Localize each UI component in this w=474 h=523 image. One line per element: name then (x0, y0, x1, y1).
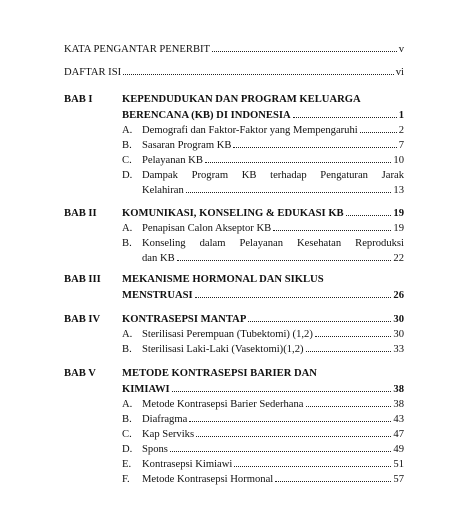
dot-leader (189, 421, 391, 422)
toc-entry-section[interactable] (122, 223, 404, 234)
toc-entry-section[interactable] (122, 329, 404, 340)
section-title: Penapisan Calon Akseptor KB (142, 223, 272, 234)
section-title: Konseling dalam Pelayanan Kesehatan Reproduksi (142, 238, 404, 249)
toc-entry-chapter-1[interactable] (122, 110, 404, 121)
dot-leader (273, 230, 391, 231)
toc-entry-section[interactable] (122, 444, 404, 455)
section-letter: A. (122, 125, 133, 136)
chapter-title: METODE KONTRASEPSI BARIER DAN (122, 368, 317, 379)
toc-page-number: 30 (393, 314, 404, 325)
toc-entry-section[interactable] (142, 185, 404, 196)
toc-entry-chapter-3[interactable] (122, 290, 404, 301)
chapter-title: KEPENDUDUKAN DAN PROGRAM KELUARGA (122, 94, 361, 105)
toc-entry-section[interactable] (122, 414, 404, 425)
chapter-number: BAB II (64, 208, 97, 219)
toc-page-number: 38 (393, 399, 404, 410)
section-letter: D. (122, 170, 133, 181)
dot-leader (196, 436, 391, 437)
section-letter: C. (122, 155, 132, 166)
toc-entry-section[interactable] (122, 474, 404, 485)
toc-entry-chapter-5[interactable] (122, 384, 404, 395)
toc-page-number: 26 (393, 290, 404, 301)
dot-leader (248, 321, 391, 322)
toc-page-number: v (398, 44, 404, 55)
toc-label: DAFTAR ISI (64, 67, 122, 78)
chapter-title: MENSTRUASI (122, 290, 193, 301)
toc-page-number: 19 (393, 223, 404, 234)
toc-page-number: 38 (393, 384, 404, 395)
dot-leader (177, 260, 392, 261)
toc-entry-section[interactable] (122, 125, 404, 136)
toc-entry-chapter-4[interactable] (122, 314, 404, 325)
section-letter: A. (122, 329, 133, 340)
toc-page-number: 19 (393, 208, 404, 219)
dot-leader (205, 162, 392, 163)
section-title: Kontrasepsi Kimiawi (142, 459, 233, 470)
dot-leader (170, 451, 392, 452)
toc-page-number: 13 (393, 185, 404, 196)
chapter-title: KIMIAWI (122, 384, 170, 395)
section-title: Demografi dan Faktor-Faktor yang Mempengaruhi (142, 125, 358, 136)
chapter-title: BERENCANA (KB) DI INDONESIA (122, 110, 291, 121)
chapter-title: KONTRASEPSI MANTAP (122, 314, 247, 325)
toc-page-number: 57 (393, 474, 404, 485)
toc-page-number: 1 (398, 110, 404, 121)
dot-leader (275, 481, 391, 482)
section-title: Sterilisasi Perempuan (Tubektomi) (1,2) (142, 329, 313, 340)
chapter-number: BAB I (64, 94, 93, 105)
section-letter: A. (122, 399, 133, 410)
dot-leader (186, 192, 392, 193)
dot-leader (315, 336, 392, 337)
section-title: Diafragma (142, 414, 188, 425)
section-letter: C. (122, 429, 132, 440)
toc-page-number: 30 (393, 329, 404, 340)
dot-leader (123, 74, 394, 75)
dot-leader (212, 51, 397, 52)
dot-leader (346, 215, 392, 216)
section-title: Kap Serviks (142, 429, 195, 440)
toc-page-number: 49 (393, 444, 404, 455)
section-title-continued: dan KB (142, 253, 175, 264)
section-title: Sterilisasi Laki-Laki (Vasektomi)(1,2) (142, 344, 304, 355)
chapter-title: MEKANISME HORMONAL DAN SIKLUS (122, 274, 324, 285)
section-title: Spons (142, 444, 168, 455)
dot-leader (306, 351, 392, 352)
section-title: Pelayanan KB (142, 155, 203, 166)
section-title: Dampak Program KB terhadap Pengaturan Jarak (142, 170, 404, 181)
toc-entry-section[interactable] (122, 155, 404, 166)
toc-page-number: 10 (393, 155, 404, 166)
section-letter: E. (122, 459, 132, 470)
chapter-title: KOMUNIKASI, KONSELING & EDUKASI KB (122, 208, 344, 219)
toc-entry-section[interactable] (122, 344, 404, 355)
section-title: Metode Kontrasepsi Hormonal (142, 474, 274, 485)
section-letter: D. (122, 444, 133, 455)
toc-page-number: 43 (393, 414, 404, 425)
section-title: Sasaran Program KB (142, 140, 232, 151)
toc-entry-section[interactable] (122, 140, 404, 151)
dot-leader (172, 391, 392, 392)
dot-leader (233, 147, 396, 148)
section-letter: B. (122, 238, 132, 249)
toc-entry-kata-pengantar[interactable] (64, 44, 404, 55)
dot-leader (195, 297, 392, 298)
section-title-continued: Kelahiran (142, 185, 184, 196)
toc-page-number: 33 (393, 344, 404, 355)
section-title: Metode Kontrasepsi Barier Sederhana (142, 399, 304, 410)
toc-page-number: 47 (393, 429, 404, 440)
toc-page-number: 22 (393, 253, 404, 264)
chapter-number: BAB IV (64, 314, 101, 325)
toc-page-number: vi (395, 67, 404, 78)
toc-entry-chapter-2[interactable] (122, 208, 404, 219)
section-letter: B. (122, 140, 132, 151)
section-letter: F. (122, 474, 130, 485)
chapter-number: BAB V (64, 368, 96, 379)
toc-label: KATA PENGANTAR PENERBIT (64, 44, 211, 55)
toc-entry-section[interactable] (122, 459, 404, 470)
toc-page-number: 2 (398, 125, 404, 136)
chapter-number: BAB III (64, 274, 101, 285)
dot-leader (234, 466, 391, 467)
dot-leader (306, 406, 392, 407)
section-letter: B. (122, 344, 132, 355)
section-letter: A. (122, 223, 133, 234)
dot-leader (293, 117, 397, 118)
toc-entry-daftar-isi[interactable] (64, 67, 404, 78)
toc-entry-section[interactable] (142, 253, 404, 264)
toc-page-number: 7 (398, 140, 404, 151)
toc-entry-section[interactable] (122, 429, 404, 440)
toc-page-number: 51 (393, 459, 404, 470)
dot-leader (360, 132, 397, 133)
toc-entry-section[interactable] (122, 399, 404, 410)
section-letter: B. (122, 414, 132, 425)
